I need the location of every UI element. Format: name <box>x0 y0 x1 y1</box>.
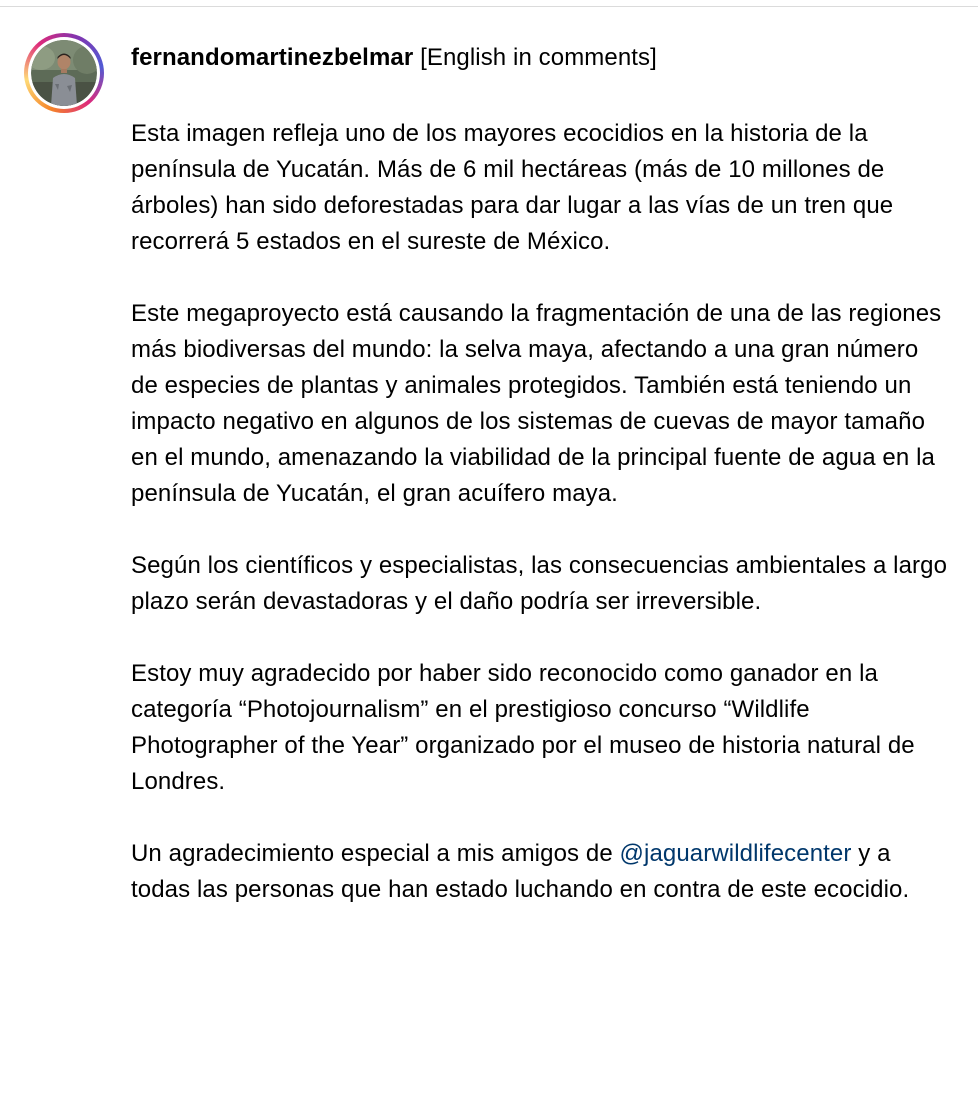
caption-body <box>131 116 951 908</box>
avatar-border <box>28 37 100 109</box>
caption-note: [English in comments] <box>420 44 657 71</box>
top-divider <box>0 0 978 7</box>
story-ring[interactable] <box>24 33 104 113</box>
caption-paragraph: Según los científicos y especialistas, las consecuencias ambientales a largo plazo serán devastadoras y el daño podría ser irreversible. <box>131 552 948 615</box>
profile-photo-icon[interactable] <box>31 40 97 106</box>
caption-paragraph: Esta imagen refleja uno de los mayores ecocidios en la historia de la península de Yucatán. Más de 6 mil hectáreas (más de 10 millones de árboles) han sido deforestadas para dar lugar a las vías de un tren que recorrerá 5 estados en el sureste de México. <box>131 120 894 255</box>
caption-paragraph: Estoy muy agradecido por haber sido reconocido como ganador en la categoría “Photojournalism” en el prestigioso concurso “Wildlife Photographer of the Year” organizado por el museo de historia natural de Londres. <box>131 660 915 795</box>
caption-header <box>131 38 951 78</box>
caption-text: Un agradecimiento especial a mis amigos de <box>131 840 620 867</box>
caption-paragraph: Este megaproyecto está causando la fragmentación de una de las regiones más biodiversas del mundo: la selva maya, afectando a una gran número de especies de plantas y animales protegidos. También está teniendo un impacto negativo en algunos de los sistemas de cuevas de mayor tamaño en el mundo, amenazando la viabilidad de la principal fuente de agua en la península de Yucatán, el gran acuífero maya. <box>131 300 942 507</box>
post-caption-block <box>131 38 951 908</box>
caption-text: y a todas las personas que han estado luchando en contra de este ecocidio. <box>131 840 910 903</box>
mention-link[interactable]: @jaguarwildlifecenter <box>619 840 852 867</box>
caption-paragraph-last <box>131 836 951 908</box>
author-username[interactable]: fernandomartinezbelmar <box>131 44 414 71</box>
